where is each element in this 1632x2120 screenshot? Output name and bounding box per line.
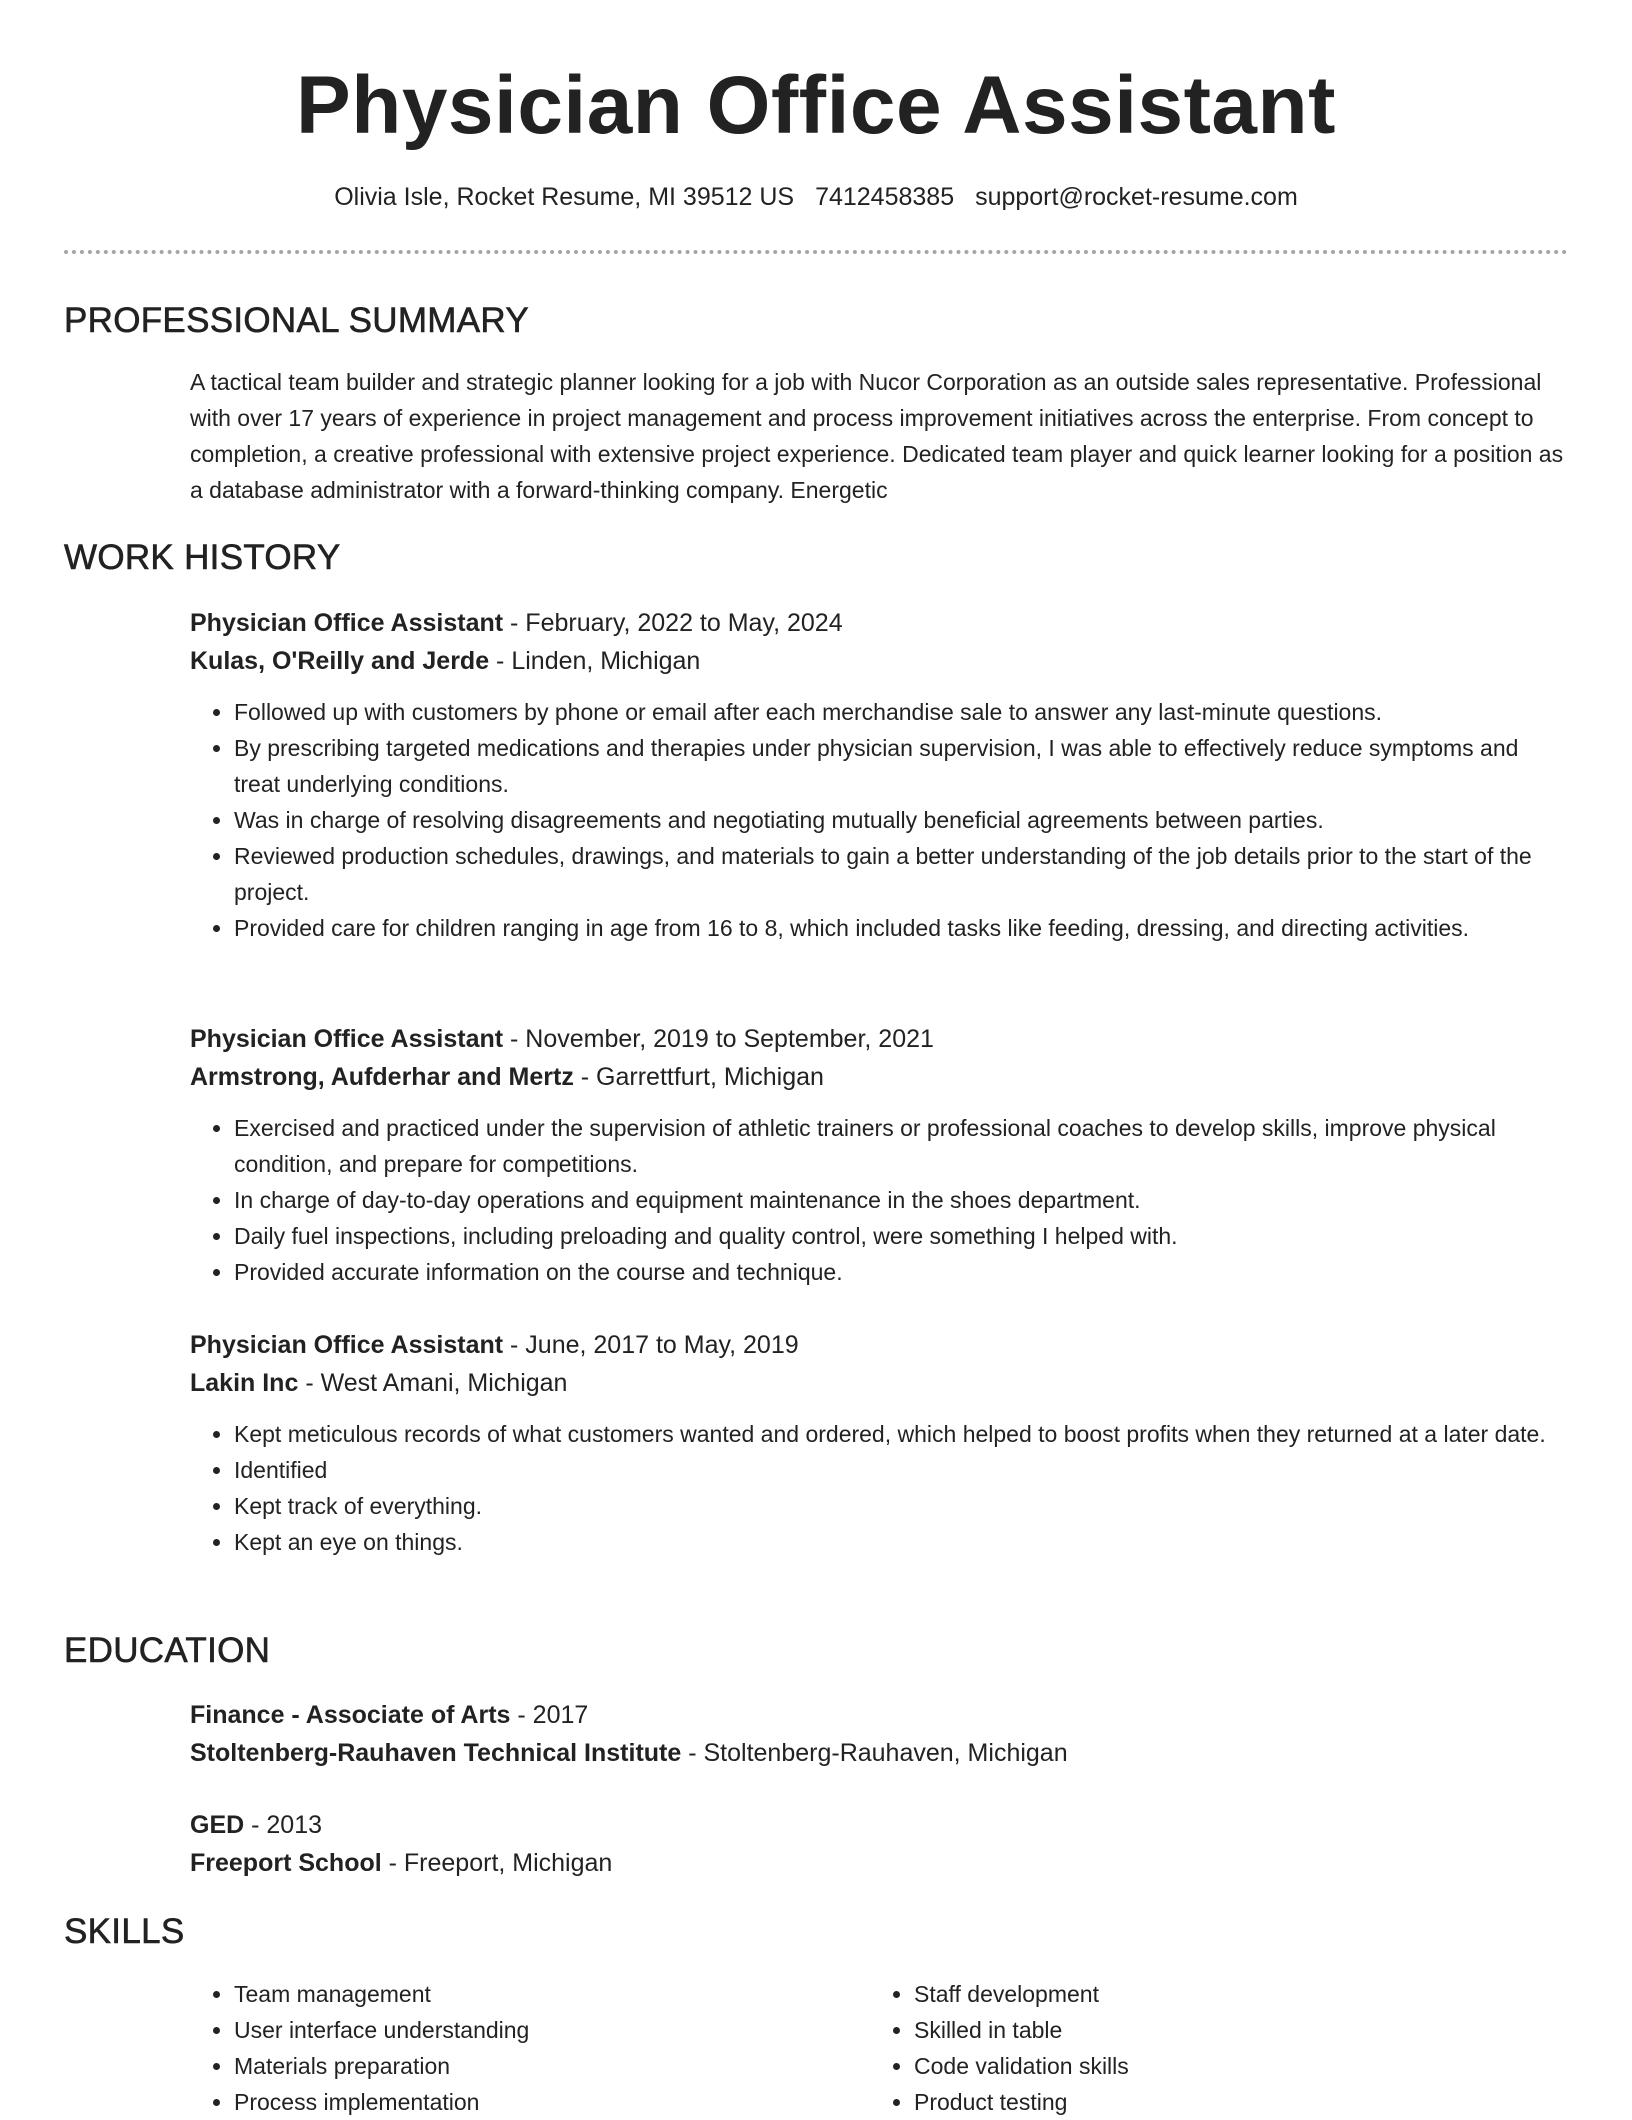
list-item: • Process implementation xyxy=(234,2084,854,2120)
education-entry-1 xyxy=(190,1696,1568,1772)
list-item: • Staff development xyxy=(914,1976,1534,2012)
job-company-line xyxy=(190,642,1568,680)
list-item: • In charge of day-to-day operations and equipment maintenance in the shoes department. xyxy=(234,1182,1568,1218)
job-dates: - June, 2017 to May, 2019 xyxy=(503,1331,799,1359)
list-item: • Team management xyxy=(234,1976,854,2012)
section-title-education: EDUCATION xyxy=(64,1631,271,1670)
education-location: - Stoltenberg-Rauhaven, Michigan xyxy=(681,1739,1068,1767)
job-bullets xyxy=(190,1110,1568,1290)
list-item: • By prescribing targeted medications and therapies under physician supervision, I was able to effectively reduce symptoms and treat underlying conditions. xyxy=(234,730,1568,802)
list-item: • Provided care for children ranging in age from 16 to 8, which included tasks like feeding, dressing, and directing activities. xyxy=(234,910,1568,946)
job-entry-3 xyxy=(190,1326,1568,1560)
list-item: • Skilled in table xyxy=(914,2012,1534,2048)
section-title-work-history: WORK HISTORY xyxy=(64,538,341,577)
list-item: • Followed up with customers by phone or email after each merchandise sale to answer any last-minute questions. xyxy=(234,694,1568,730)
job-company: Armstrong, Aufderhar and Mertz xyxy=(190,1063,574,1091)
section-title-skills: SKILLS xyxy=(64,1912,185,1951)
job-dates: - November, 2019 to September, 2021 xyxy=(503,1025,934,1053)
education-location: - Freeport, Michigan xyxy=(381,1849,613,1877)
job-title: Physician Office Assistant xyxy=(190,609,504,637)
job-location: - Garrettfurt, Michigan xyxy=(573,1063,824,1091)
skills-column-left xyxy=(190,1976,854,2120)
job-entry-2 xyxy=(190,1020,1568,1290)
job-company-line xyxy=(190,1364,1568,1402)
section-title-summary: PROFESSIONAL SUMMARY xyxy=(64,301,529,340)
list-item: • Materials preparation xyxy=(234,2048,854,2084)
education-entry-2 xyxy=(190,1806,1568,1882)
job-company: Kulas, O'Reilly and Jerde xyxy=(190,647,490,675)
job-company-line xyxy=(190,1058,1568,1096)
education-degree: GED xyxy=(190,1811,245,1839)
list-item: • Provided accurate information on the course and technique. xyxy=(234,1254,1568,1290)
list-item: • Reviewed production schedules, drawings, and materials to gain a better understanding of the job details prior to the start of the project. xyxy=(234,838,1568,910)
list-item: • Identified xyxy=(234,1452,1568,1488)
list-item: • Kept track of everything. xyxy=(234,1488,1568,1524)
job-dates: - February, 2022 to May, 2024 xyxy=(503,609,843,637)
job-bullets xyxy=(190,694,1568,946)
job-title: Physician Office Assistant xyxy=(190,1331,504,1359)
list-item: • Code validation skills xyxy=(914,2048,1534,2084)
list-item: • Product testing xyxy=(914,2084,1534,2120)
education-year: - 2017 xyxy=(510,1701,589,1729)
education-degree-line xyxy=(190,1806,1568,1844)
summary-text: A tactical team builder and strategic planner looking for a job with Nucor Corporation as an outside sales representative. Professional with over 17 years of experience in project management and process improvement initiatives across the enterprise. From concept to completion, a creative professional with extensive project experience. Dedicated team player and quick learner looking for a position as a database administrator with a forward-thinking company. Energetic xyxy=(190,369,1564,503)
list-item: • Kept meticulous records of what customers wanted and ordered, which helped to boost profits when they returned at a later date. xyxy=(234,1416,1568,1452)
resume-title: Physician Office Assistant xyxy=(296,60,1336,151)
education-school-line xyxy=(190,1734,1568,1772)
header-divider xyxy=(64,250,1568,254)
skills-column-right xyxy=(870,1976,1534,2120)
contact-phone: 7412458385 xyxy=(815,183,955,211)
contact-email: support@rocket-resume.com xyxy=(975,183,1298,211)
list-item: • Kept an eye on things. xyxy=(234,1524,1568,1560)
education-school-line xyxy=(190,1844,1568,1882)
education-degree-line xyxy=(190,1696,1568,1734)
list-item: • User interface understanding xyxy=(234,2012,854,2048)
job-location: - West Amani, Michigan xyxy=(298,1369,568,1397)
list-item: • Exercised and practiced under the supervision of athletic trainers or professional coaches to develop skills, improve physical condition, and prepare for competitions. xyxy=(234,1110,1568,1182)
contact-address: Olivia Isle, Rocket Resume, MI 39512 US xyxy=(334,183,795,211)
education-school: Freeport School xyxy=(190,1849,382,1877)
education-school: Stoltenberg-Rauhaven Technical Institute xyxy=(190,1739,682,1767)
education-degree: Finance - Associate of Arts xyxy=(190,1701,511,1729)
job-title-line xyxy=(190,604,1568,642)
job-bullets xyxy=(190,1416,1568,1560)
job-title-line xyxy=(190,1020,1568,1058)
job-title: Physician Office Assistant xyxy=(190,1025,504,1053)
job-company: Lakin Inc xyxy=(190,1369,299,1397)
education-year: - 2013 xyxy=(244,1811,323,1839)
contact-line xyxy=(64,180,1568,214)
job-title-line xyxy=(190,1326,1568,1364)
list-item: • Was in charge of resolving disagreements and negotiating mutually beneficial agreements between parties. xyxy=(234,802,1568,838)
list-item: • Daily fuel inspections, including preloading and quality control, were something I helped with. xyxy=(234,1218,1568,1254)
job-entry-1 xyxy=(190,604,1568,946)
resume-page xyxy=(64,0,1568,2115)
job-location: - Linden, Michigan xyxy=(489,647,701,675)
